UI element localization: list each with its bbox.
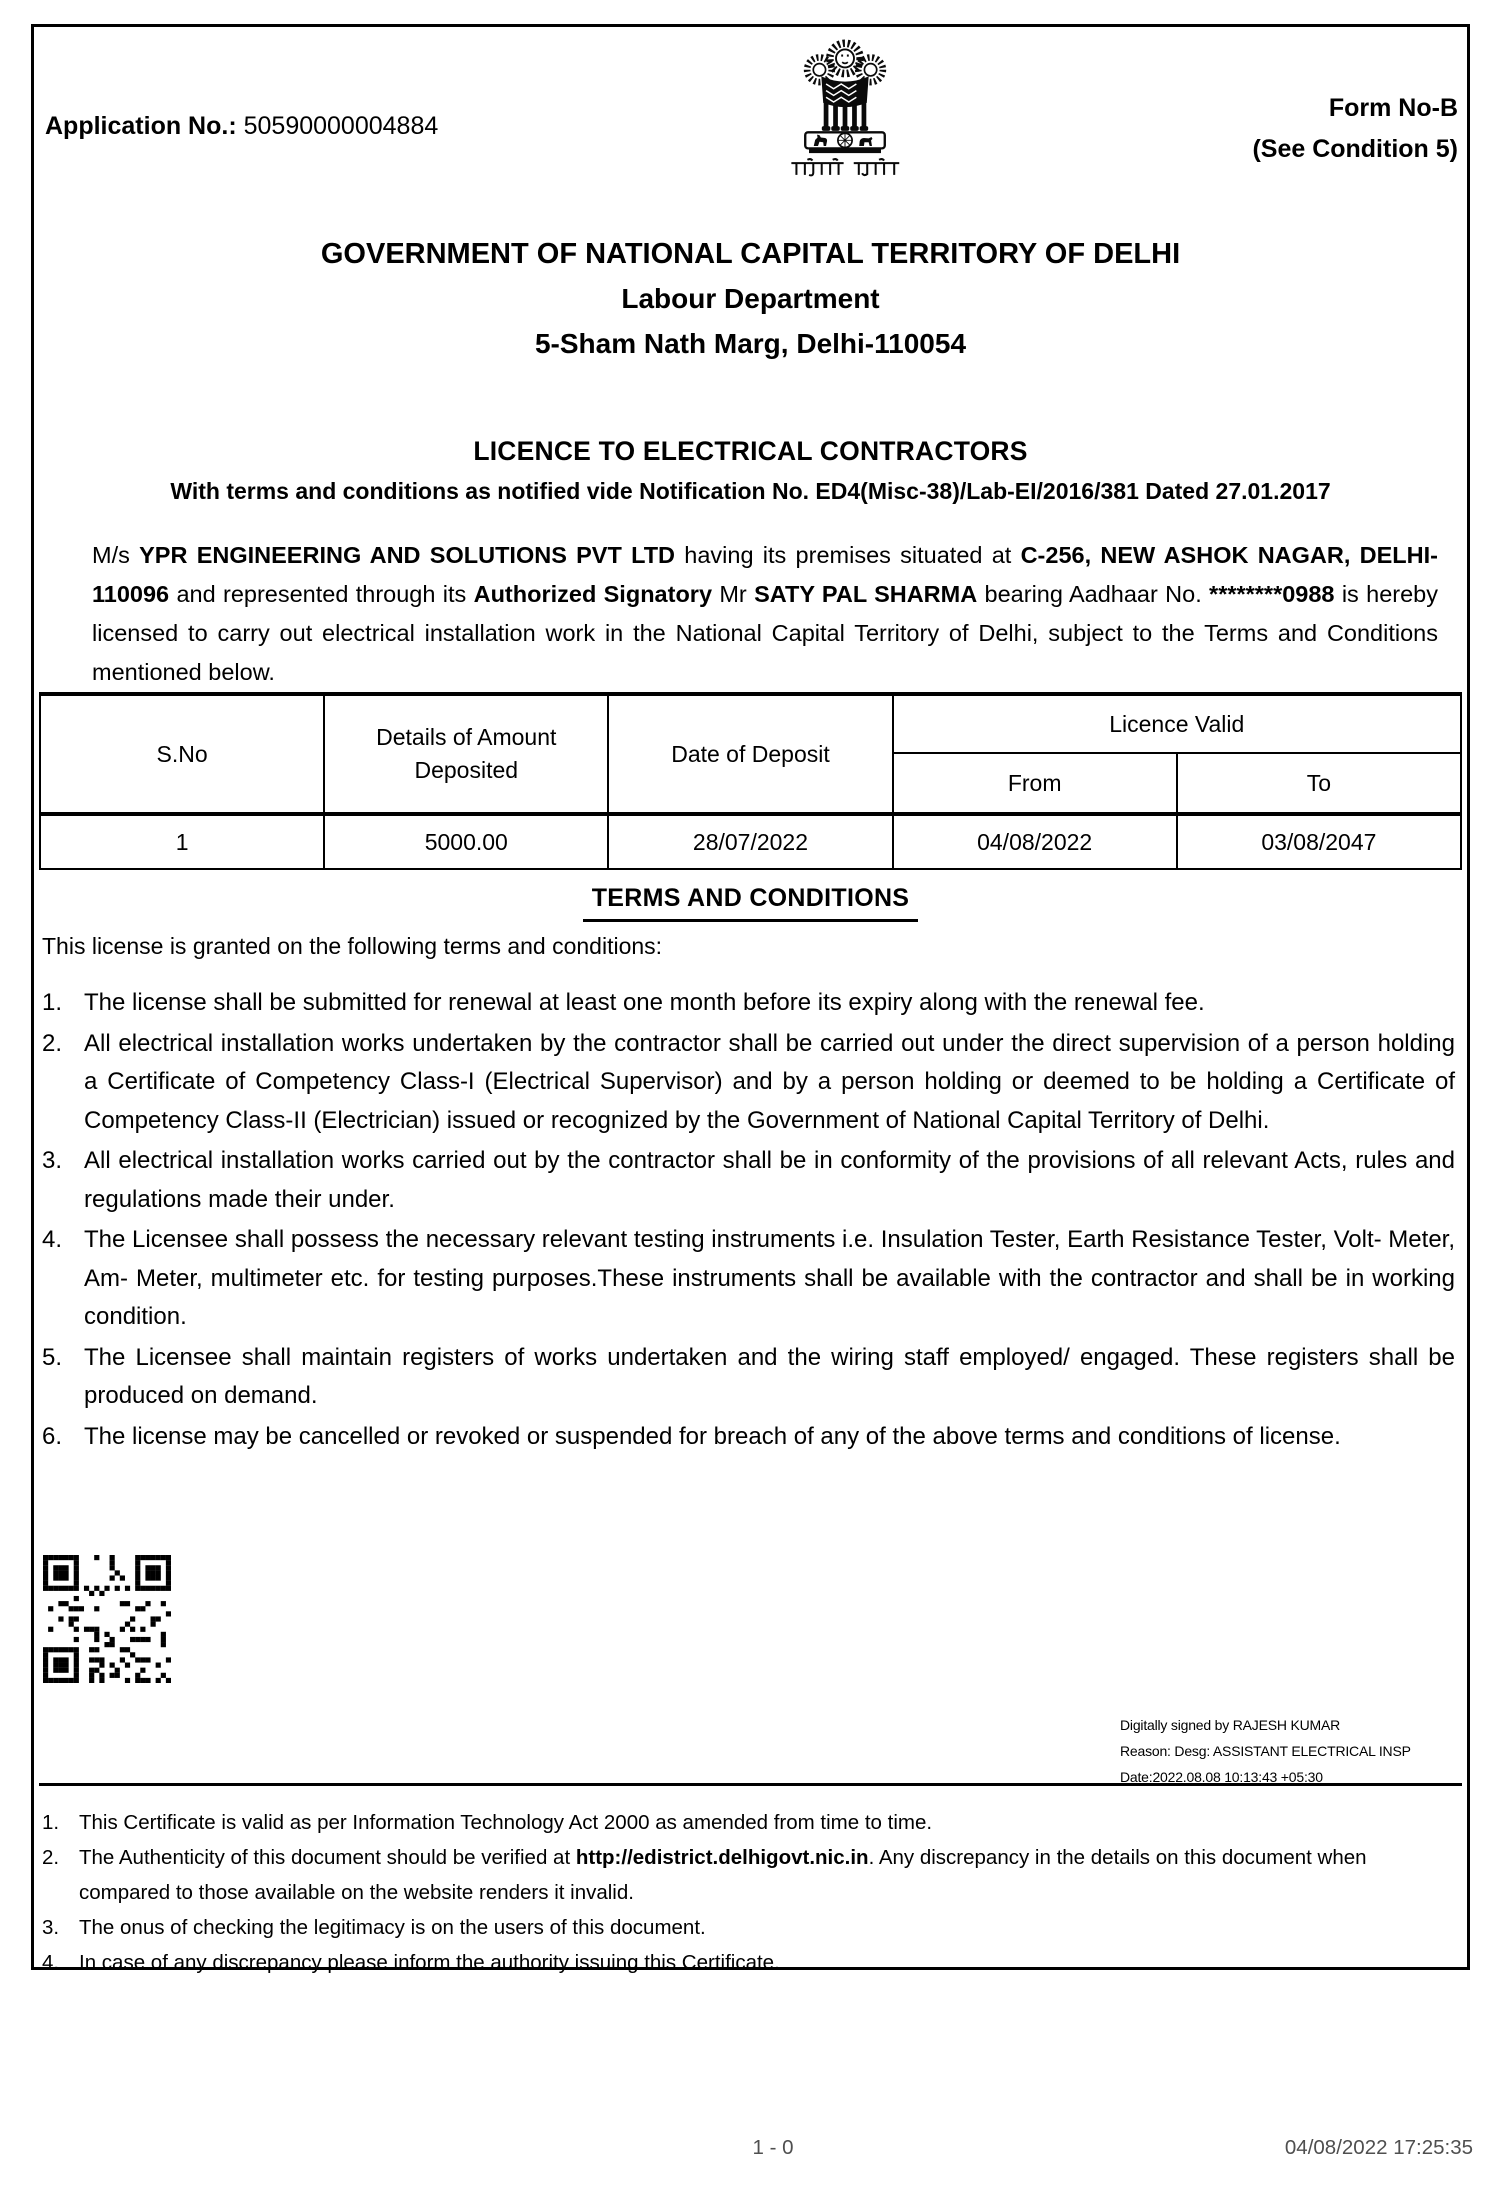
col-header-amount: Details of Amount Deposited	[324, 694, 608, 814]
grant-text-run-3: Mr	[712, 581, 755, 607]
department-address: 5-Sham Nath Marg, Delhi-110054	[534, 328, 967, 359]
footnote-text: In case of any discrepancy please inform the authority issuing this Certificate.	[79, 1951, 780, 1974]
term-item-1	[42, 984, 1455, 1023]
page-number	[0, 2136, 1500, 2160]
col-header-sno: S.No	[40, 694, 324, 814]
term-item-4	[42, 1221, 1455, 1337]
term-number: 4.	[42, 1226, 63, 1253]
page-number-text: 1 - 0	[752, 2136, 794, 2159]
term-text: The license may be cancelled or revoked or suspended for breach of any of the above terms and conditions of license.	[84, 1422, 1341, 1450]
motto-satyameva-jayate	[788, 158, 906, 180]
ashoka-lion-capital-icon	[788, 30, 902, 155]
term-item-2	[42, 1025, 1455, 1141]
deposit-table-wrap	[39, 692, 1462, 870]
term-number: 6.	[42, 1422, 63, 1450]
form-number: Form No-B	[1328, 94, 1458, 122]
footnote-number: 2.	[42, 1846, 60, 1869]
application-number-label: Application No.:	[45, 112, 237, 140]
signatory-role: Authorized Signatory	[473, 581, 713, 607]
col-header-date: Date of Deposit	[608, 694, 892, 814]
state-emblem	[788, 30, 902, 180]
footnotes-list	[42, 1805, 1422, 1980]
application-number-value: 50590000004884	[243, 112, 439, 140]
premises-address: C-256, NEW ASHOK NAGAR, DELHI-110096	[92, 542, 1438, 607]
term-number: 5.	[42, 1343, 63, 1371]
cell-valid-to: 03/08/2047	[1177, 814, 1461, 869]
cell-valid-from: 04/08/2022	[893, 814, 1177, 869]
term-item-5	[42, 1339, 1455, 1416]
footnote-1	[42, 1805, 1422, 1840]
terms-list	[42, 984, 1455, 1458]
footnote-number: 3.	[42, 1916, 60, 1939]
term-number: 3.	[42, 1147, 63, 1174]
col-header-licence-valid: Licence Valid	[893, 694, 1461, 753]
form-number-block	[1252, 88, 1458, 170]
grant-text-run-2: and represented through its	[169, 581, 474, 607]
document-border-box	[31, 24, 1470, 1974]
form-condition: (See Condition 5)	[1252, 135, 1458, 163]
print-timestamp: 04/08/2022 17:25:35	[1284, 2136, 1473, 2159]
company-name: YPR ENGINEERING AND SOLUTIONS PVT LTD	[139, 542, 676, 568]
footnote-text: The onus of checking the legitimacy is on the users of this document.	[79, 1916, 706, 1939]
cell-date: 28/07/2022	[608, 814, 892, 869]
col-header-to: To	[1177, 753, 1461, 814]
application-number-line	[45, 112, 438, 141]
notification-line: With terms and conditions as notified vide Notification No. ED4(Misc-38)/Lab-EI/2016/381 Dated 27.01.2017	[170, 478, 1331, 504]
footnote-number: 4.	[42, 1951, 60, 1974]
footnote-text-pre: The Authenticity of this document should be verified at	[79, 1846, 576, 1869]
terms-title: TERMS AND CONDITIONS	[583, 884, 919, 922]
term-number: 1.	[42, 989, 63, 1016]
term-text: The Licensee shall possess the necessary relevant testing instruments i.e. Insulation Tester, Earth Resistance Tester, Volt- Meter, Am- Meter, multimeter etc. for testing purposes.These instruments shall be available with the contractor and shall be in working condition.	[84, 1226, 1455, 1330]
deposit-table	[39, 692, 1462, 870]
footnote-text: This Certificate is valid as per Information Technology Act 2000 as amended from time to time.	[79, 1811, 933, 1834]
cell-amount: 5000.00	[324, 814, 608, 869]
signature-signer: Digitally signed by RAJESH KUMAR	[1120, 1717, 1341, 1733]
terms-title-wrap	[34, 884, 1467, 922]
term-text: The license shall be submitted for renewal at least one month before its expiry along with the renewal fee.	[84, 989, 1205, 1016]
verification-url: http://edistrict.delhigovt.nic.in	[575, 1846, 869, 1869]
footnote-3	[42, 1910, 1422, 1945]
term-number: 2.	[42, 1029, 63, 1057]
footnote-text-post: . Any discrepancy in the details on this document when compared to those available on the website renders it invalid.	[79, 1846, 1367, 1904]
licence-title: LICENCE TO ELECTRICAL CONTRACTORS	[473, 436, 1028, 466]
col-header-from: From	[893, 753, 1177, 814]
grant-prefix: M/s	[92, 542, 140, 568]
signature-date: Date:2022.08.08 10:13:43 +05:30	[1120, 1769, 1323, 1785]
term-item-6	[42, 1418, 1455, 1457]
signature-reason: Reason: Desg: ASSISTANT ELECTRICAL INSP	[1120, 1743, 1411, 1759]
signatory-name: SATY PAL SHARMA	[754, 581, 978, 607]
grant-text-run-4: bearing Aadhaar No.	[977, 581, 1210, 607]
government-title: GOVERNMENT OF NATIONAL CAPITAL TERRITORY OF DELHI	[320, 238, 1181, 270]
footnote-2	[42, 1840, 1422, 1910]
grant-paragraph	[92, 536, 1438, 692]
grant-suffix: is hereby licensed to carry out electrical installation work in the National Capital Territory of Delhi, subject to the Terms and Conditions mentioned below.	[92, 581, 1438, 685]
term-item-3	[42, 1142, 1455, 1219]
footnotes-divider	[39, 1783, 1462, 1786]
department-title: Labour Department	[621, 283, 880, 314]
qr-code	[43, 1555, 171, 1683]
table-row	[40, 814, 1461, 869]
term-text: The Licensee shall maintain registers of works undertaken and the wiring staff employed/ engaged. These registers shall be produced on demand.	[84, 1343, 1455, 1409]
grant-text-run-1: having its premises situated at	[675, 542, 1021, 568]
term-text: All electrical installation works undertaken by the contractor shall be carried out under the direct supervision of a person holding a Certificate of Competency Class-I (Electrical Supervisor) and by a person holding or deemed to be holding a Certificate of Competency Class-II (Electrician) issued or recognized by the Government of National Capital Territory of Delhi.	[84, 1029, 1455, 1134]
terms-intro: This license is granted on the following terms and conditions:	[42, 933, 663, 959]
footnote-number: 1.	[42, 1811, 60, 1834]
term-text: All electrical installation works carried out by the contractor shall be in conformity of the provisions of all relevant Acts, rules and regulations made their under.	[84, 1147, 1455, 1213]
cell-sno: 1	[40, 814, 324, 869]
footnote-4	[42, 1945, 1422, 1980]
aadhaar-masked: ********0988	[1209, 581, 1335, 607]
dharma-chakra-icon	[838, 133, 852, 147]
digital-signature-block	[1120, 1712, 1411, 1790]
